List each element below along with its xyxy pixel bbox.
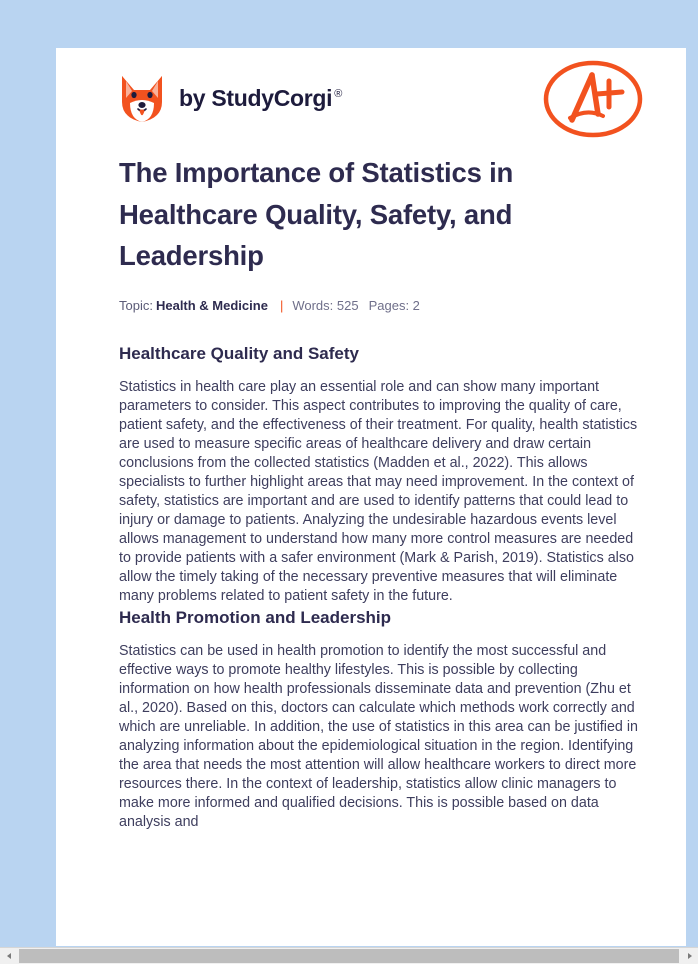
scroll-left-button[interactable]	[0, 948, 17, 964]
word-count: Words: 525	[292, 297, 359, 313]
section-paragraph-quality-safety: Statistics in health care play an essential role and can show many important parameters to consider. This aspect contributes to improving the quality of care, patient safety, and the effectiveness of their treatment. For quality, health statistics are used to measure specific areas of healthcare delivery and draw certain conclusions from the collected statistics (Madden et al., 2022). This allows specialists to further highlight areas that may need improvement. In the context of safety, statistics are important and are used to identify patterns that could lead to injury or damage to patients. Analyzing the undesirable hazardous events level allows management to understand how many more control measures are needed to provide patients with a safer environment (Mark & Parish, 2019). Statistics also allow the timely taking of the necessary preventive measures that will eliminate many problems related to patient safety in the future.	[119, 378, 638, 604]
page-count: Pages: 2	[368, 297, 420, 313]
a-plus-circle-icon	[539, 56, 647, 142]
document-content	[119, 48, 643, 832]
site-header	[119, 48, 643, 152]
document-sheet	[56, 48, 686, 946]
brand-wordmark	[179, 84, 343, 111]
page-title: The Importance of Statistics in Healthcare Quality, Safety, and Leadership	[119, 157, 514, 271]
registered-trademark-symbol: ®	[334, 87, 343, 100]
section-heading-quality-safety: Healthcare Quality and Safety	[119, 343, 359, 363]
scroll-right-button[interactable]	[681, 948, 698, 964]
corgi-face-icon	[119, 72, 165, 124]
arrow-left-icon	[7, 953, 11, 959]
scrollbar-thumb[interactable]	[19, 949, 679, 963]
brand-logo[interactable]	[119, 72, 342, 124]
topic-value[interactable]: Health & Medicine	[155, 297, 268, 313]
topic-label: Topic:	[119, 297, 153, 313]
horizontal-scrollbar[interactable]	[0, 947, 698, 964]
meta-separator: |	[279, 297, 284, 313]
section-paragraph-promotion-leadership: Statistics can be used in health promotion to identify the most successful and effective ways to promote healthy lifestyles. This is possible by collecting information on how health professionals disseminate data and prevention (Zhu et al., 2020). Based on this, doctors can calculate which methods work correctly and which are unreliable. In addition, the use of statistics in this area can be justified in analyzing information about the epidemiological situation in the region. Identifying the area that needs the most attention will allow healthcare workers to direct more resources there. In the context of leadership, statistics allow clinic managers to make more informed and qualified decisions. This is possible based on data analysis and	[119, 642, 638, 830]
brand-wordmark-text: by StudyCorgi	[179, 84, 333, 111]
document-meta	[119, 298, 643, 314]
section-heading-promotion-leadership: Health Promotion and Leadership	[119, 607, 392, 627]
arrow-right-icon	[688, 953, 692, 959]
